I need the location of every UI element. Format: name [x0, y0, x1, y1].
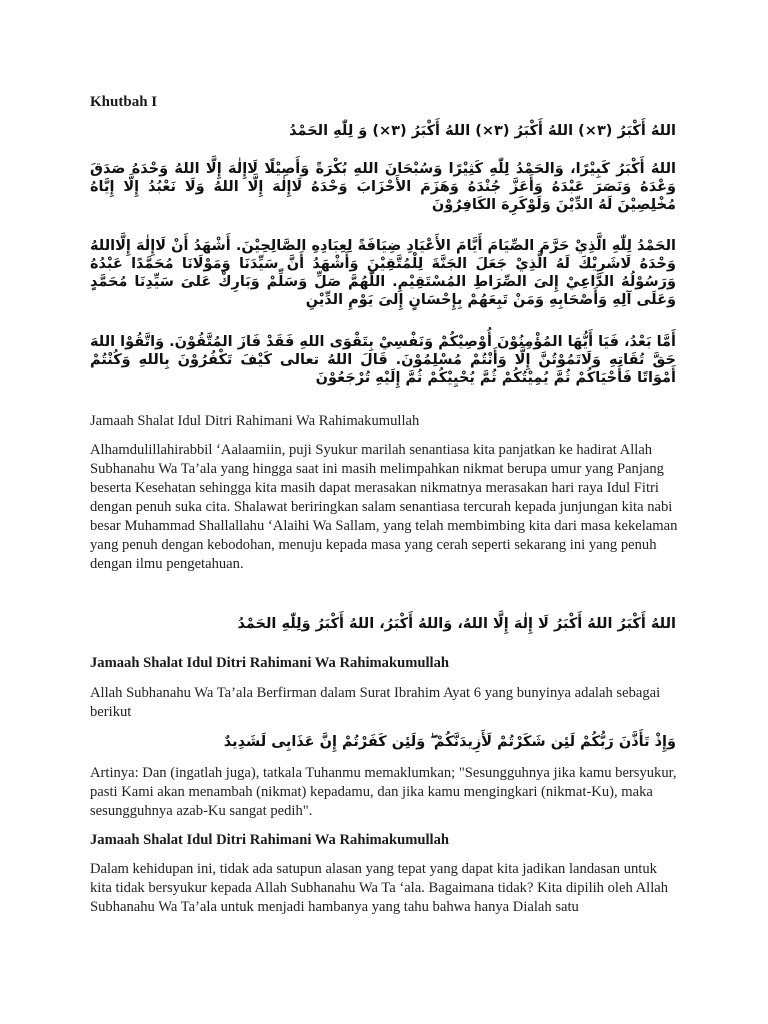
- section-heading-2: Jamaah Shalat Idul Ditri Rahimani Wa Rahimakumullah: [90, 832, 449, 848]
- gratitude-paragraph: Dalam kehidupan ini, tidak ada satupun alasan yang tepat yang dapat kita jadikan landasan untuk kita tidak bersyukur kepada Allah Subhanahu Wa Ta ‘ala. Bagaimana tidak? Kita dipilih oleh Allah Subhanahu Wa Ta’ala untuk menjadi hambanya yang tahu bahwa hanya Dialah satu: [90, 861, 669, 915]
- quran-verse: وَإِذْ تَأَذَّنَ رَبُّكُمْ لَئِن شَكَرْتُمْ لَأَزِيدَنَّكُمْ ۖ وَلَئِن كَفَرْتُمْ إِنَّ عَذَابِى لَشَدِيدٌ: [223, 734, 676, 750]
- opening-paragraph: Alhamdulillahirabbil ‘Aalaamiin, puji Syukur marilah senantiasa kita panjatkan ke hadirat Allah Subhanahu Wa Ta’ala yang hingga saat ini masih melimpahkan nikmat berupa umur yang Panjang beserta Kesehatan sehingga kita masih dapat merasakan nikmatnya merasakan hari raya Idul Fitri dengan penuh suka cita. Shalawat beriringkan salam senantiasa tercurah kepada junjungan kita nabi besar Muhammad Shallallahu ‘Alaihi Wa Sallam, yang telah membimbing kita dari masa kekelaman yang penuh dengan kebodohan, menuju kepada masa yang cerah seperti sekarang ini yang penuh dengan ilmu pengetahuan.: [90, 442, 678, 572]
- arabic-takbir-line: اللهُ أَكْبَرُ (٣×) اللهُ أَكْبَرُ (٣×) اللهُ أَكْبَرُ (٣×) وَ لِلّٰهِ الحَمْدُ: [289, 123, 676, 139]
- arabic-paragraph-2: الحَمْدُ لِلّٰهِ الَّذِيْ حَرَّمَ الصِّيَامَ أَيَّامَ الأَعْيَادِ ضِيَافَةً لِعِبَادِهِ الصَّالِحِيْنَ. أَشْهَدُ أَنْ لَاإِلٰهَ إِلَّااللهُ وَحْدَهُ لَاشَرِيْكَ لَهُ الَّذِيْ جَعَلَ الجَنَّةَ لِلْمُتَّقِيْنَ وَأَشْهَدُ أَنَّ سَيِّدَنَا وَمَوْلَانَا مُحَمَّدًا عَبْدُهُ وَرَسُوْلُهُ الدَّاعِيْ إِلىَ الصِّرَاطِ المُسْتَقِيْمِ. اللّٰهُمَّ صَلِّ وَسَلِّمْ وَبَارِكْ عَلىَ سَيِّدِنَا مُحَمَّدٍ وَعَلَى آلِهِ وَأَصْحَابِهِ وَمَنْ تَبِعَهُمْ بِإِحْسَانٍ إِلىَ يَوْمِ الدِّيْنِ: [90, 238, 676, 308]
- document-title: Khutbah I: [90, 94, 158, 110]
- verse-translation: Artinya: Dan (ingatlah juga), tatkala Tuhanmu memaklumkan; "Sesungguhnya jika kamu bersyukur, pasti Kami akan menambah (nikmat) kepadamu, dan jika kamu mengingkari (nikmat-Ku), maka sesungguhnya azab-Ku sangat pedih".: [90, 765, 677, 819]
- quran-intro-paragraph: Allah Subhanahu Wa Ta’ala Berfirman dalam Surat Ibrahim Ayat 6 yang bunyinya adalah sebagai berikut: [90, 685, 661, 720]
- section-heading-1: Jamaah Shalat Idul Ditri Rahimani Wa Rahimakumullah: [90, 655, 449, 671]
- arabic-paragraph-3: أَمَّا بَعْدُ، فَيَا أَيُّهَا المُؤْمِنُوْنَ أُوْصِيْكُمْ وَنَفْسِيْ بِتَقْوَى اللهِ فَقَدْ فَازَ المُتَّقُوْنَ. وَاتَّقُوْا اللهَ حَقَّ تُقَاتِهِ وَلَاتَمُوْتُنَّ إِلَّا وَأَنْتُمْ مُسْلِمُوْنَ. قَالَ اللهُ تعالى كَيْفَ تَكْفُرُوْنَ بِاللهِ وَكُنْتُمْ أَمْوَاتًا فَأَحْيَاكُمْ ثُمَّ يُمِيْتُكُمْ ثُمَّ يُحْيِيْكُمْ ثُمَّ إِلَيْهِ تُرْجَعُوْنَ: [90, 334, 676, 386]
- greeting-line: Jamaah Shalat Idul Ditri Rahimani Wa Rahimakumullah: [90, 413, 420, 429]
- arabic-paragraph-1: اللهُ أَكْبَرُ كَبِيْرًا، وَالحَمْدُ لِلّٰهِ كَثِيْرًا وَسُبْحَانَ اللهِ بُكْرَةً وَأَصِيْلًا لَاإِلٰهَ إِلَّا اللهُ وَحْدَهُ صَدَقَ وَعْدَهُ وَنَصَرَ عَبْدَهُ وَأَعَزَّ جُنْدَهُ وَهَزَمَ الأَحْزَابَ وَحْدَهُ لَاإِلٰهَ إِلَّا اللهُ وَلَا نَعْبُدُ إِلَّا إِيَّاهُ مُخْلِصِيْنَ لَهُ الدِّيْنَ وَلَوْكَرِهَ الكَافِرُوْنَ: [90, 161, 676, 213]
- arabic-takbir-line-2: اللهُ أَكْبَرُ اللهُ أَكْبَرُ لَا إِلٰهَ إِلَّا اللهُ، وَاللهُ أَكْبَرُ، اللهُ أَكْبَرُ وَلِلّٰهِ الحَمْدُ: [237, 616, 676, 632]
